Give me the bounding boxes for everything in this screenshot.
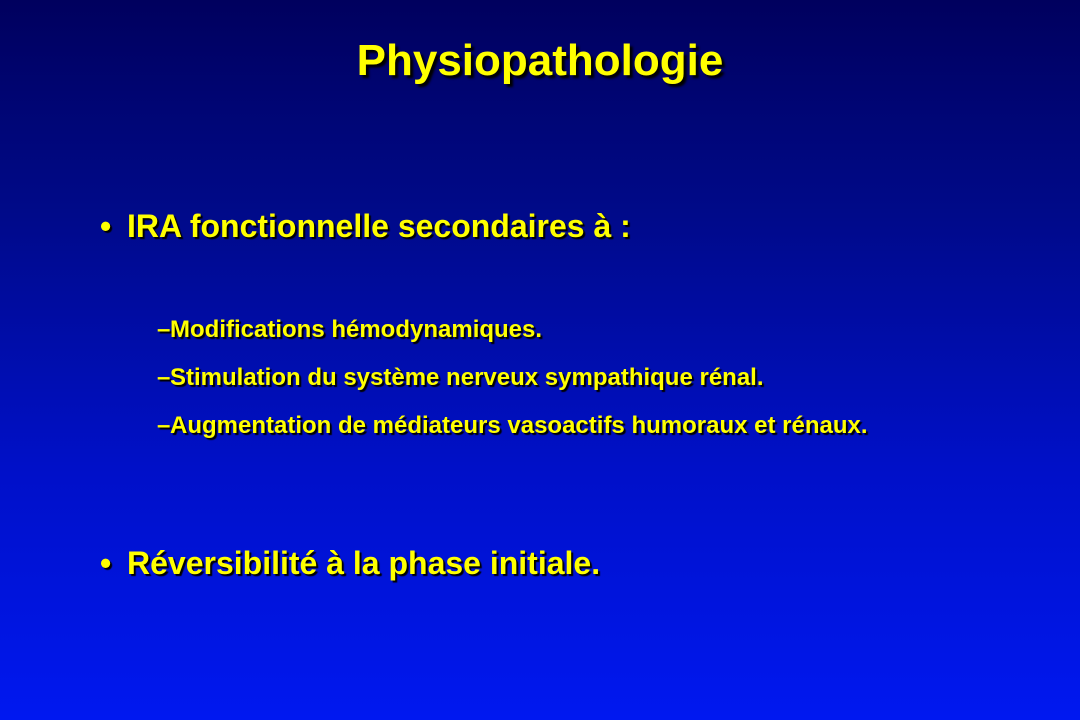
subitem-text: Stimulation du système nerveux sympathique rénal. bbox=[170, 364, 764, 391]
bullet-text: Réversibilité à la phase initiale. bbox=[127, 545, 601, 581]
bullet-text: IRA fonctionnelle secondaires à : bbox=[127, 208, 631, 244]
subitem-text: Augmentation de médiateurs vasoactifs humoraux et rénaux. bbox=[170, 412, 868, 439]
dash-marker: – bbox=[157, 412, 171, 439]
subitem-text: Modifications hémodynamiques. bbox=[170, 316, 543, 343]
bullet-marker: • bbox=[100, 208, 112, 244]
bullet-marker: • bbox=[100, 545, 112, 581]
dash-marker: – bbox=[157, 316, 171, 343]
dash-marker: – bbox=[157, 364, 171, 391]
slide-title: Physiopathologie bbox=[356, 36, 724, 85]
